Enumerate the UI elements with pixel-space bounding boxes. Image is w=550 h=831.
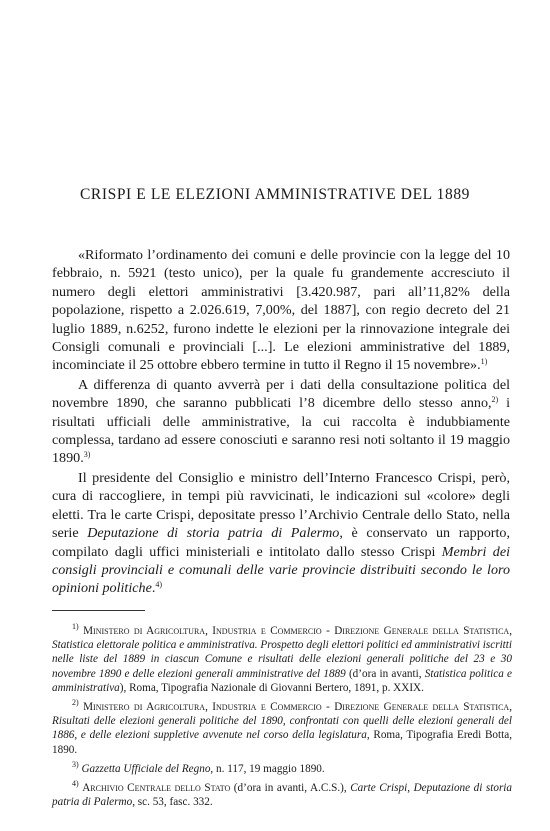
- footnote-separator: ,: [509, 625, 513, 637]
- footnote-publication: , Roma, Tipografia Eredi Botta, 1890.: [52, 729, 512, 756]
- footnote-author: Ministero di Agricoltura, Industria e Commercio - Direzione Generale della Statistica: [83, 625, 510, 637]
- paragraph-3-italic-series: Deputazione di storia patria di Palermo: [87, 525, 340, 542]
- paragraph-3-text-b: , è conservato un rapporto, compilato dagli uffici ministeriali e intitolato dallo stesso Crispi: [52, 525, 510, 560]
- footnote-mark: 3): [72, 759, 79, 769]
- chapter-title: CRISPI E LE ELEZIONI AMMINISTRATIVE DEL 1889: [79, 186, 471, 203]
- paragraph-3-text-a: Il presidente del Consiglio e ministro dell’Interno Francesco Crispi, però, cura di raccogliere, in tempi più ravvicinati, le indicazioni sul «colore» degli eletti. Tra le carte Crispi, depositate presso l’Archivio Centrale dello Stato, nella serie: [52, 469, 510, 542]
- footnote-title: Risultati delle elezioni generali politiche del 1890, confrontati con quelli delle elezioni generali del 1886, e delle elezioni suppletive avvenute nel corso della legislatura: [52, 715, 512, 742]
- footnote-author: Ministero di Agricoltura, Industria e Commercio - Direzione Generale della Statistica: [83, 701, 510, 714]
- paragraph-2-text-a: A differenza di quanto avverrà per i dati della consultazione politica del novembre 1890, che saranno pubblicati l’8 dicembre dello stesso anno,: [52, 376, 510, 412]
- paragraph-3: [52, 469, 510, 598]
- paragraph-3-italic-report-title: Membri dei consigli provinciali e comunali delle varie provincie distribuiti secondo le loro opinioni politiche: [52, 543, 510, 597]
- footnote-title: Statistica elettorale politica e amministrativa. Prospetto degli elettori politici ed amministrativi iscritti nelle liste del 1889 in ciascun Comune e risultati delle elezioni generali politiche del 23 e 30 novembre 1890 e delle elezioni generali amministrative del 1889: [52, 639, 512, 680]
- footnotes: [52, 624, 512, 814]
- footnote-text: (d’ora in avanti,: [345, 667, 425, 680]
- footnote-mark: 2): [72, 698, 79, 708]
- footnote-title: Gazzetta Ufficiale del Regno: [81, 762, 211, 775]
- footnote-publication: ), Roma, Tipografia Nazionale di Giovanni Bertero, 1891, p. XXIX.: [119, 681, 424, 694]
- footnote-ref-2[interactable]: 2): [491, 395, 499, 405]
- footnote-short-title: Statistica politica e amministrativa: [52, 667, 512, 694]
- footnote-mark: 1): [72, 622, 79, 631]
- paragraph-2-text-b: i risultati ufficiali delle amministrative, la cui raccolta è indubbiamente complessa, tardano ad essere conosciuti e saranno resi noti soltanto il 19 maggio 1890.: [52, 395, 510, 467]
- footnote-4: [52, 781, 512, 809]
- footnote-text: (d’ora in avanti, A.C.S.),: [230, 782, 351, 795]
- paragraph-2: [52, 376, 510, 468]
- footnote-ref-3[interactable]: 3): [83, 450, 91, 460]
- footnote-separator: ,: [509, 701, 513, 714]
- footnote-mark: 4): [72, 779, 79, 789]
- paragraph-1: [52, 246, 510, 375]
- footnote-ref-1[interactable]: 1): [480, 357, 488, 367]
- footnote-divider: [52, 610, 145, 611]
- footnote-ref-4[interactable]: 4): [155, 580, 163, 590]
- footnote-publication: , sc. 53, fasc. 332.: [132, 796, 213, 809]
- footnote-author: Archivio Centrale dello Stato: [82, 782, 231, 795]
- footnote-title: Carte Crispi, Deputazione di storia patria di Palermo: [52, 782, 513, 809]
- paragraph-1-text: «Riformato l’ordinamento dei comuni e delle provincie con la legge del 10 febbraio, n. 5921 (testo unico), per la quale fu grandemente accresciuto il numero degli elettori amministrativi [3.420.987, pari all’11,82% della popolazione, rispetto a 2.026.619, 7,00%, del 1887], con regio decreto del 21 luglio 1889, n.6252, furono indette le elezioni per la rinnovazione integrale dei Consigli comunali e provinciali [...]. Le elezioni amministrative del 1889, incominciate il 25 ottobre ebbero termine in tutto il Regno il 15 novembre».: [52, 247, 510, 374]
- footnote-1: [52, 624, 512, 695]
- footnote-2: [52, 700, 512, 757]
- footnote-3: [52, 759, 512, 776]
- body-text: [52, 246, 510, 598]
- footnote-publication: , n. 117, 19 maggio 1890.: [210, 762, 325, 775]
- paragraph-3-text-c: .: [151, 580, 156, 597]
